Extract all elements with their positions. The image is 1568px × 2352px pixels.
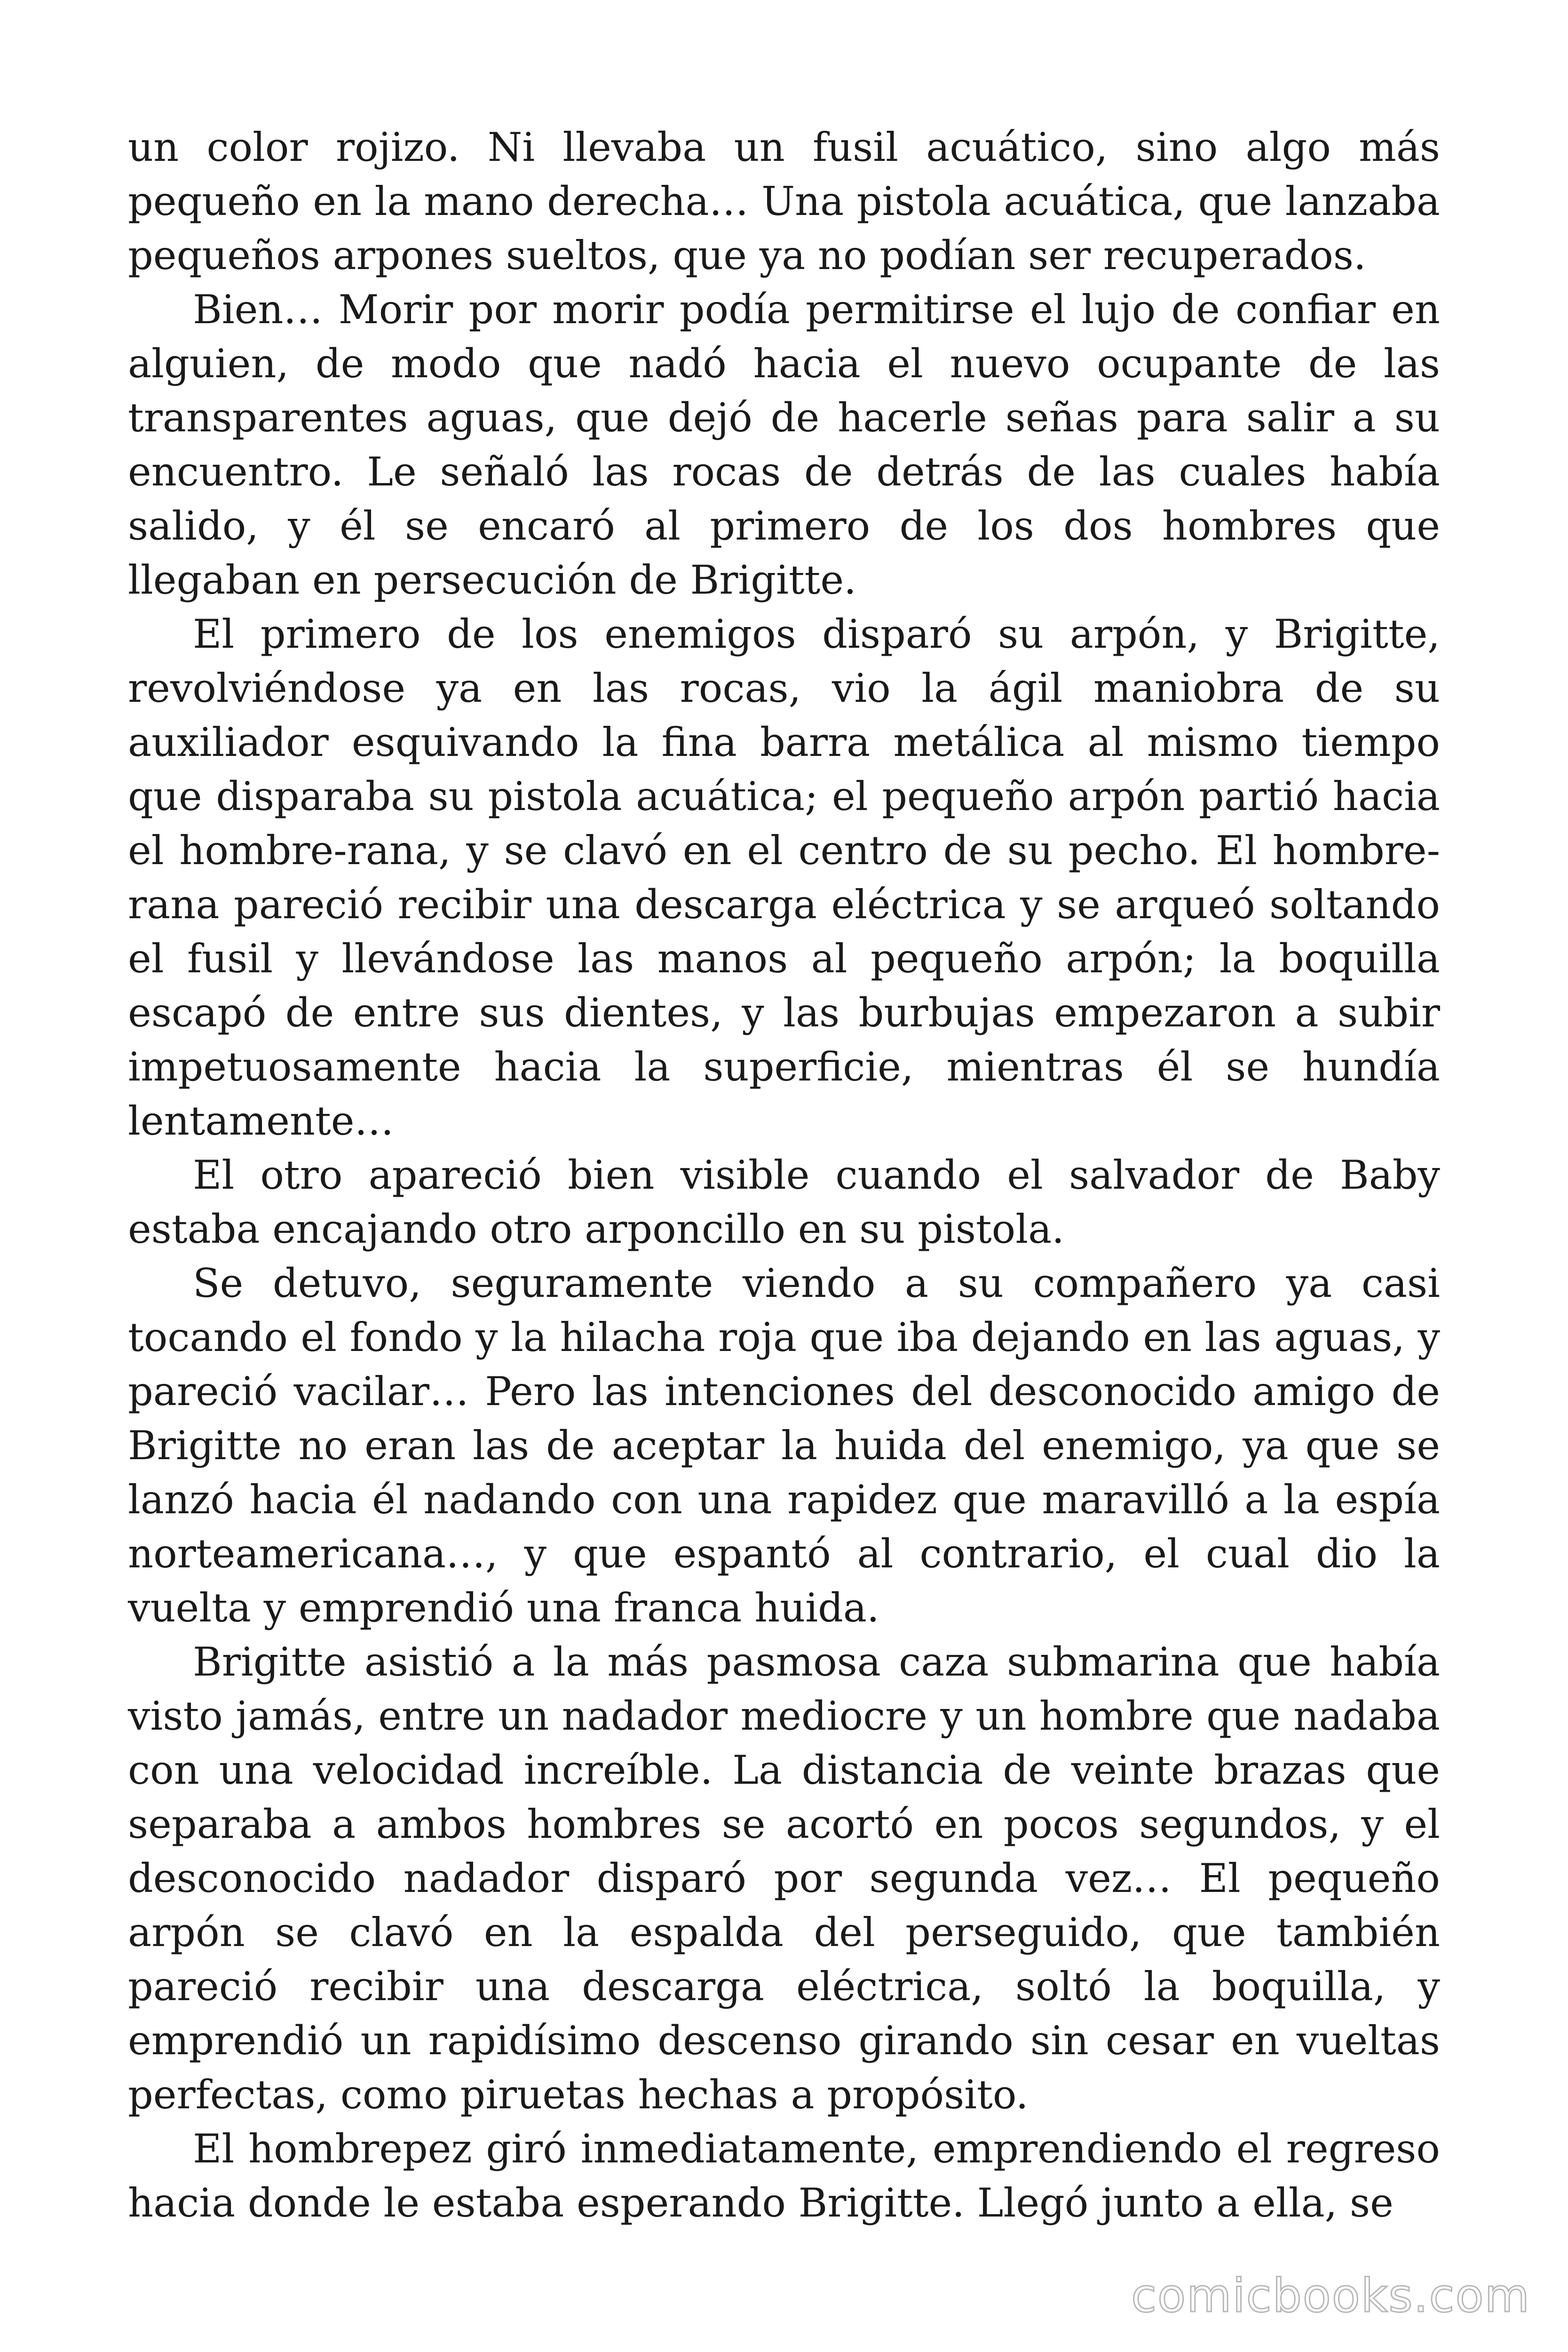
paragraph-3: El primero de los enemigos disparó su arpón, y Brigitte, revolviéndose ya en las rocas, vio la ágil maniobra de su auxiliador esquivando la fina barra metálica al mismo tiempo que disparaba su pistola acuática; el pequeño arpón partió hacia el hombre-rana, y se clavó en el centro de su pecho. El hombre-rana pareció recibir una descarga eléctrica y se arqueó soltando el fusil y llevándose las manos al pequeño arpón; la boquilla escapó de entre sus dientes, y las burbujas empezaron a subir impetuosamente hacia la superficie, mientras él se hundía lentamente… <box>128 611 1440 1144</box>
paragraph-6: Brigitte asistió a la más pasmosa caza submarina que había visto jamás, entre un nadador mediocre y un hombre que nadaba con una velocidad increíble. La distancia de veinte brazas que separaba a ambos hombres se acortó en pocos segundos, y el desconocido nadador disparó por segunda vez… El pequeño arpón se clavó en la espalda del perseguido, que también pareció recibir una descarga eléctrica, soltó la boquilla, y emprendió un rapidísimo descenso girando sin cesar en vueltas perfectas, como piruetas hechas a propósito. <box>128 1639 1440 2118</box>
paragraph-4: El otro apareció bien visible cuando el salvador de Baby estaba encajando otro arponcillo en su pistola. <box>128 1152 1440 1252</box>
paragraph-5: Se detuvo, seguramente viendo a su compañero ya casi tocando el fondo y la hilacha roja que iba dejando en las aguas, y pareció vacilar… Pero las intenciones del desconocido amigo de Brigitte no eran las de aceptar la huida del enemigo, ya que se lanzó hacia él nadando con una rapidez que maravilló a la espía norteamericana…, y que espantó al contrario, el cual dio la vuelta y emprendió una franca huida. <box>128 1260 1440 1631</box>
paragraph-7: El hombrepez giró inmediatamente, emprendiendo el regreso hacia donde le estaba esperando Brigitte. Llegó junto a ella, se <box>128 2126 1440 2226</box>
body-text <box>128 120 1440 2230</box>
watermark-logo: comicbooks.com <box>1131 2269 1530 2323</box>
paragraph-2: Bien… Morir por morir podía permitirse el lujo de confiar en alguien, de modo que nadó hacia el nuevo ocupante de las transparentes aguas, que dejó de hacerle señas para salir a su encuentro. Le señaló las rocas de detrás de las cuales había salido, y él se encaró al primero de los dos hombres que llegaban en persecución de Brigitte. <box>128 286 1440 603</box>
paragraph-1: un color rojizo. Ni llevaba un fusil acuático, sino algo más pequeño en la mano derecha… Una pistola acuática, que lanzaba pequeños arpones sueltos, que ya no podían ser recuperados. <box>128 124 1440 278</box>
